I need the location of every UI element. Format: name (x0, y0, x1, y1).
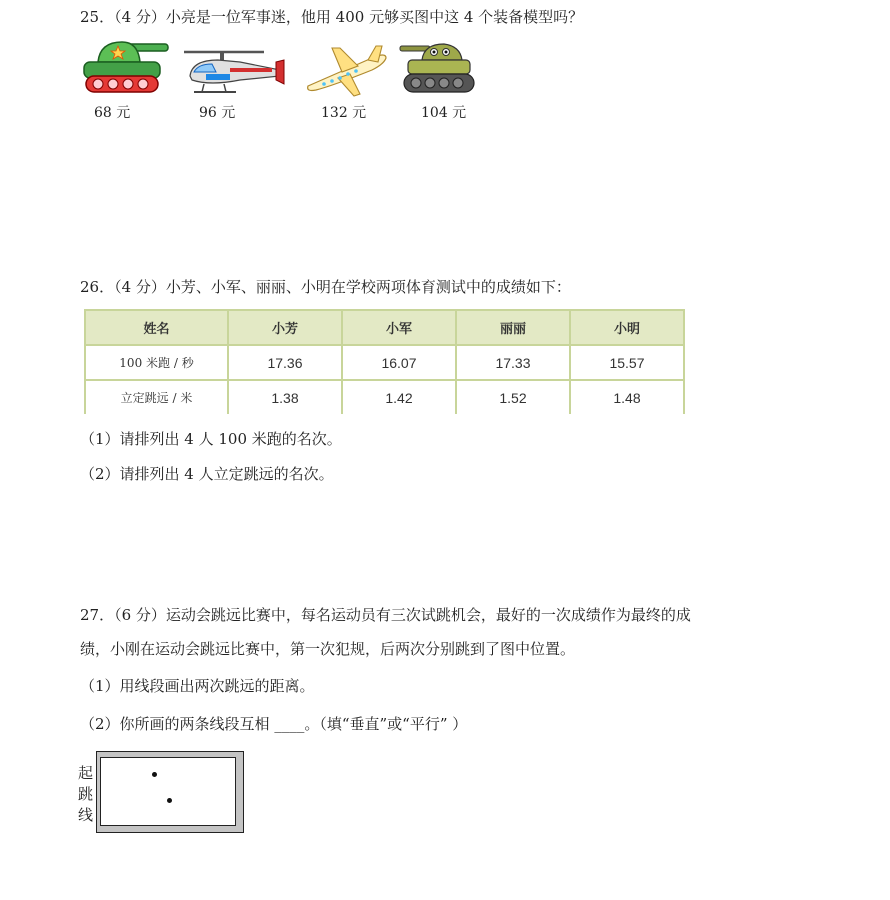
helicopter-icon (180, 46, 288, 98)
table-header: 小明 (570, 310, 684, 345)
table-header-row (85, 310, 684, 345)
airplane-icon (302, 42, 390, 98)
table-row (85, 345, 684, 380)
sand-pit (100, 757, 236, 826)
price-label: 68 元 (94, 105, 131, 121)
table-cell: 16.07 (342, 345, 456, 380)
table-cell: 立定跳远 / 米 (85, 380, 228, 414)
table-header: 姓名 (85, 310, 228, 345)
table-cell: 1.48 (570, 380, 684, 414)
table-cell: 1.38 (228, 380, 342, 414)
table-cell: 1.42 (342, 380, 456, 414)
table-cell: 17.36 (228, 345, 342, 380)
table-header: 小军 (342, 310, 456, 345)
landing-point (152, 772, 157, 777)
score-table (84, 309, 685, 414)
table-header: 丽丽 (456, 310, 570, 345)
equipment-models (80, 36, 500, 126)
question-26-text: 26．（4 分）小芳、小军、丽丽、小明在学校两项体育测试中的成绩如下： (80, 278, 571, 296)
question-27-text-continued: 绩，小刚在运动会跳远比赛中，第一次犯规，后两次分别跳到了图中位置。 (80, 640, 576, 658)
question-25-text: 25．（4 分）小亮是一位军事迷，他用 400 元够买图中这 4 个装备模型吗？ (80, 8, 584, 26)
army-tank-icon (398, 40, 476, 98)
table-cell: 100 米跑 / 秒 (85, 345, 228, 380)
landing-point (167, 798, 172, 803)
question-27-sub2: （2）你所画的两条线段互相 ____。（填“垂直”或“平行” ） (80, 715, 468, 733)
table-row (85, 380, 684, 414)
question-27-text: 27．（6 分）运动会跳远比赛中，每名运动员有三次试跳机会，最好的一次成绩作为最终的成 (80, 606, 691, 624)
question-26-sub2: （2）请排列出 4 人立定跳远的名次。 (80, 465, 334, 483)
table-cell: 1.52 (456, 380, 570, 414)
price-label: 104 元 (421, 105, 467, 121)
toy-tank-icon (80, 36, 172, 96)
question-26-sub1: （1）请排列出 4 人 100 米跑的名次。 (80, 430, 342, 448)
table-header: 小芳 (228, 310, 342, 345)
table-cell: 15.57 (570, 345, 684, 380)
start-line-label: 起跳线 (78, 764, 94, 824)
question-27-sub1: （1）用线段画出两次跳远的距离。 (80, 677, 315, 695)
price-label: 96 元 (199, 105, 236, 121)
price-label: 132 元 (321, 105, 367, 121)
table-cell: 17.33 (456, 345, 570, 380)
